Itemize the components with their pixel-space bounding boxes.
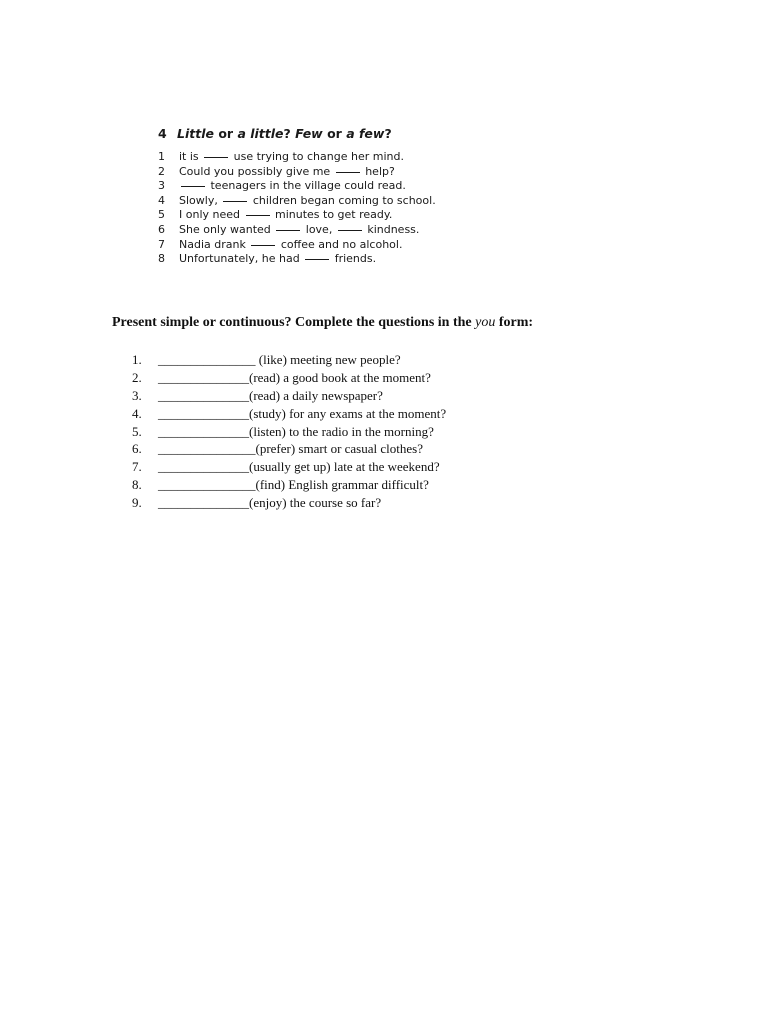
item-number: 6. [132, 441, 142, 457]
item-text: use trying to change her mind. [230, 150, 404, 163]
item-number: 1. [132, 352, 142, 367]
question-text: _______________ (like) meeting new people? [158, 352, 401, 367]
list-item [158, 223, 458, 238]
item-number: 5 [158, 208, 165, 222]
item-text: I only need [179, 208, 244, 222]
title-part: ? [283, 126, 296, 141]
list-item [158, 208, 458, 223]
question-text: _______________(prefer) smart or casual clothes? [158, 441, 423, 457]
list-item [158, 179, 458, 194]
item-number: 6 [158, 222, 165, 236]
heading-text: Present simple or continuous? Complete the questions in the [112, 315, 476, 330]
list-item [132, 405, 446, 423]
item-text: teenagers in the village could read. [207, 179, 406, 193]
item-number: 5. [132, 423, 142, 439]
list-item [158, 238, 458, 253]
answer-blank[interactable] [336, 172, 360, 173]
item-text: children began coming to school. [249, 193, 436, 207]
item-text: kindness. [363, 222, 420, 236]
answer-blank[interactable] [246, 215, 270, 216]
exercise-4-list [158, 150, 458, 267]
answer-blank[interactable] [181, 186, 205, 187]
item-number: 4. [132, 405, 142, 421]
item-text: coffee and no alcohol. [277, 237, 403, 251]
title-part: ? [384, 126, 392, 141]
question-text: ______________(read) a daily newspaper? [158, 387, 383, 403]
list-item [132, 423, 446, 441]
list-item [132, 494, 446, 512]
list-item [132, 387, 446, 405]
item-number: 7. [132, 459, 142, 475]
title-part: a few [346, 126, 385, 141]
answer-blank[interactable] [251, 245, 275, 246]
item-text: Could you possibly give me [179, 164, 334, 178]
list-item [132, 476, 446, 494]
exercise-number: 4 [158, 126, 167, 141]
question-text: ______________(read) a good book at the moment? [158, 369, 431, 385]
item-text: She only wanted [179, 222, 275, 236]
item-number: 7 [158, 237, 165, 251]
answer-blank[interactable] [338, 230, 362, 231]
heading-text: form: [495, 315, 534, 330]
item-text: it is [179, 150, 203, 163]
heading-you: you [475, 315, 496, 330]
item-text: Unfortunately, he had [179, 252, 304, 266]
item-number: 2 [158, 164, 165, 178]
answer-blank[interactable] [276, 230, 300, 231]
list-item [132, 369, 446, 387]
question-text: _______________(find) English grammar difficult? [158, 477, 429, 493]
question-text: ______________(listen) to the radio in the morning? [158, 423, 434, 439]
exercise-4-title [158, 126, 458, 141]
answer-blank[interactable] [223, 201, 247, 202]
title-part: Few [295, 126, 323, 141]
item-number: 8. [132, 477, 142, 493]
item-number: 3 [158, 179, 165, 193]
title-part: a little [237, 126, 284, 141]
item-number: 9. [132, 495, 142, 511]
list-item [132, 440, 446, 458]
question-text: ______________(study) for any exams at the moment? [158, 405, 447, 421]
item-number: 1 [158, 150, 165, 163]
item-number: 3. [132, 387, 142, 403]
answer-blank[interactable] [305, 259, 329, 260]
item-text: minutes to get ready. [271, 208, 393, 222]
item-text: help? [361, 164, 395, 178]
item-text: love, [302, 222, 336, 236]
list-item [132, 458, 446, 476]
item-text: friends. [331, 252, 377, 266]
item-number: 4 [158, 193, 165, 207]
title-part: or [213, 126, 238, 141]
list-item [158, 150, 458, 165]
present-simple-list [132, 351, 446, 512]
answer-blank[interactable] [204, 157, 228, 158]
title-part: Little [177, 126, 214, 141]
exercise-4 [158, 126, 458, 267]
item-number: 8 [158, 252, 165, 266]
item-text: Nadia drank [179, 237, 250, 251]
title-part: or [322, 126, 347, 141]
item-number: 2. [132, 369, 142, 385]
list-item [158, 252, 458, 267]
question-text: ______________(usually get up) late at the weekend? [158, 459, 440, 475]
list-item [132, 351, 446, 369]
exercise-heading [112, 315, 533, 331]
list-item [158, 194, 458, 209]
list-item [158, 165, 458, 180]
question-text: ______________(enjoy) the course so far? [158, 495, 382, 511]
item-text: Slowly, [179, 193, 222, 207]
